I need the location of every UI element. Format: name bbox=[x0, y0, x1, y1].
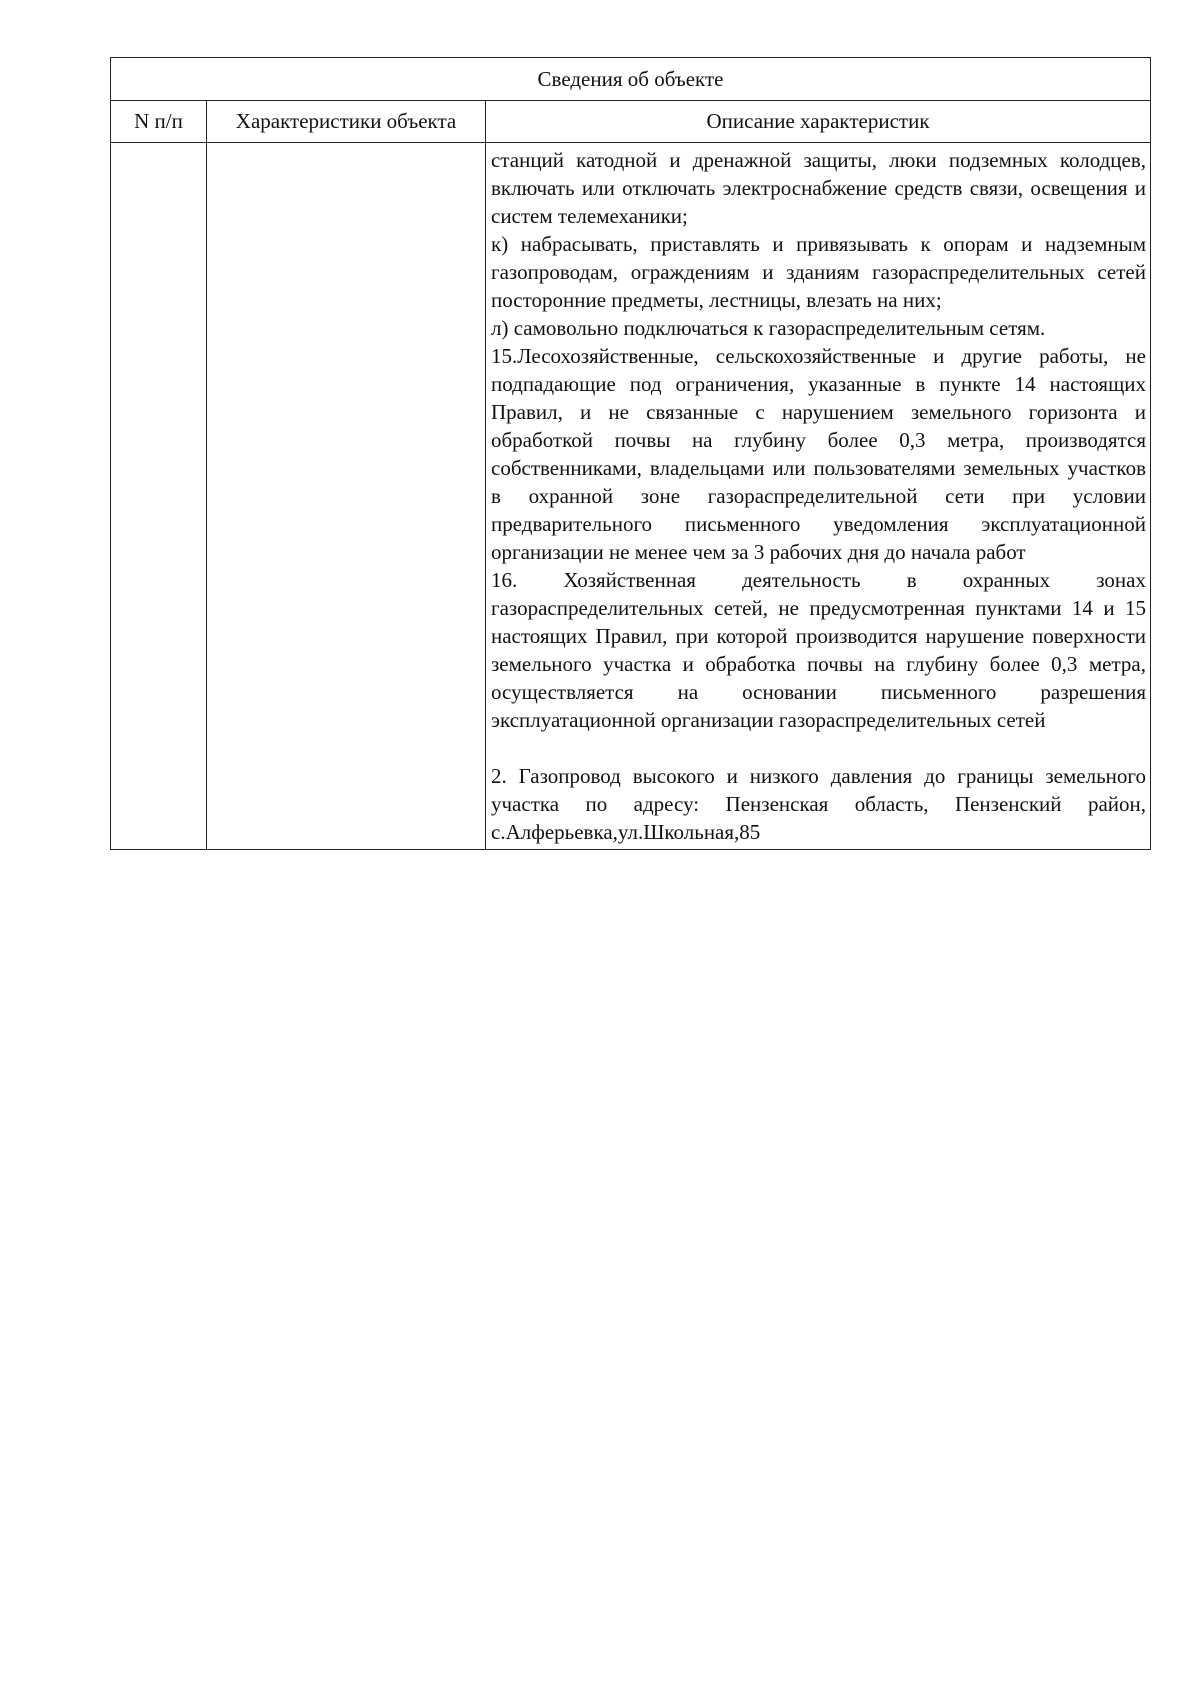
row-characteristics-cell bbox=[207, 143, 486, 850]
description-paragraph: 15.Лесохозяйственные, сельскохозяйственные и другие работы, не подпадающие под ограничения, указанные в пункте 14 настоящих Правил, и не связанные с нарушением земельного горизонта и обработкой почвы на глубину более 0,3 метра, производятся собственниками, владельцами или пользователями земельных участков в охранной зоне газораспределительной сети при условии предварительного письменного уведомления эксплуатационной организации не менее чем за 3 рабочих дня до начала работ bbox=[491, 344, 1146, 564]
description-paragraph: л) самовольно подключаться к газораспределительным сетям. bbox=[491, 316, 1046, 340]
header-description: Описание характеристик bbox=[486, 101, 1151, 143]
object-info-table bbox=[110, 57, 1151, 850]
row-description-cell bbox=[486, 143, 1151, 850]
header-number: N п/п bbox=[111, 101, 207, 143]
table-title: Сведения об объекте bbox=[111, 58, 1151, 101]
description-paragraph: 16. Хозяйственная деятельность в охранных зонах газораспределительных сетей, не предусмотренная пунктами 14 и 15 настоящих Правил, при которой производится нарушение поверхности земельного участка и обработка почвы на глубину более 0,3 метра, осуществляется на основании письменного разрешения эксплуатационной организации газораспределительных сетей bbox=[491, 568, 1146, 732]
row-number-cell bbox=[111, 143, 207, 850]
table-header-row bbox=[111, 101, 1151, 143]
header-characteristics: Характеристики объекта bbox=[207, 101, 486, 143]
paragraph-spacer bbox=[491, 734, 1146, 762]
table-row bbox=[111, 143, 1151, 850]
description-paragraph: станций катодной и дренажной защиты, люки подземных колодцев, включать или отключать электроснабжение средств связи, освещения и систем телемеханики; bbox=[491, 148, 1146, 228]
table-title-row bbox=[111, 58, 1151, 101]
description-paragraph: 2. Газопровод высокого и низкого давления до границы земельного участка по адресу: Пензенская область, Пензенский район, с.Алферьевка,ул.Школьная,85 bbox=[491, 764, 1146, 844]
description-paragraph: к) набрасывать, приставлять и привязывать к опорам и надземным газопроводам, ограждениям и зданиям газораспределительных сетей посторонние предметы, лестницы, влезать на них; bbox=[491, 232, 1146, 312]
